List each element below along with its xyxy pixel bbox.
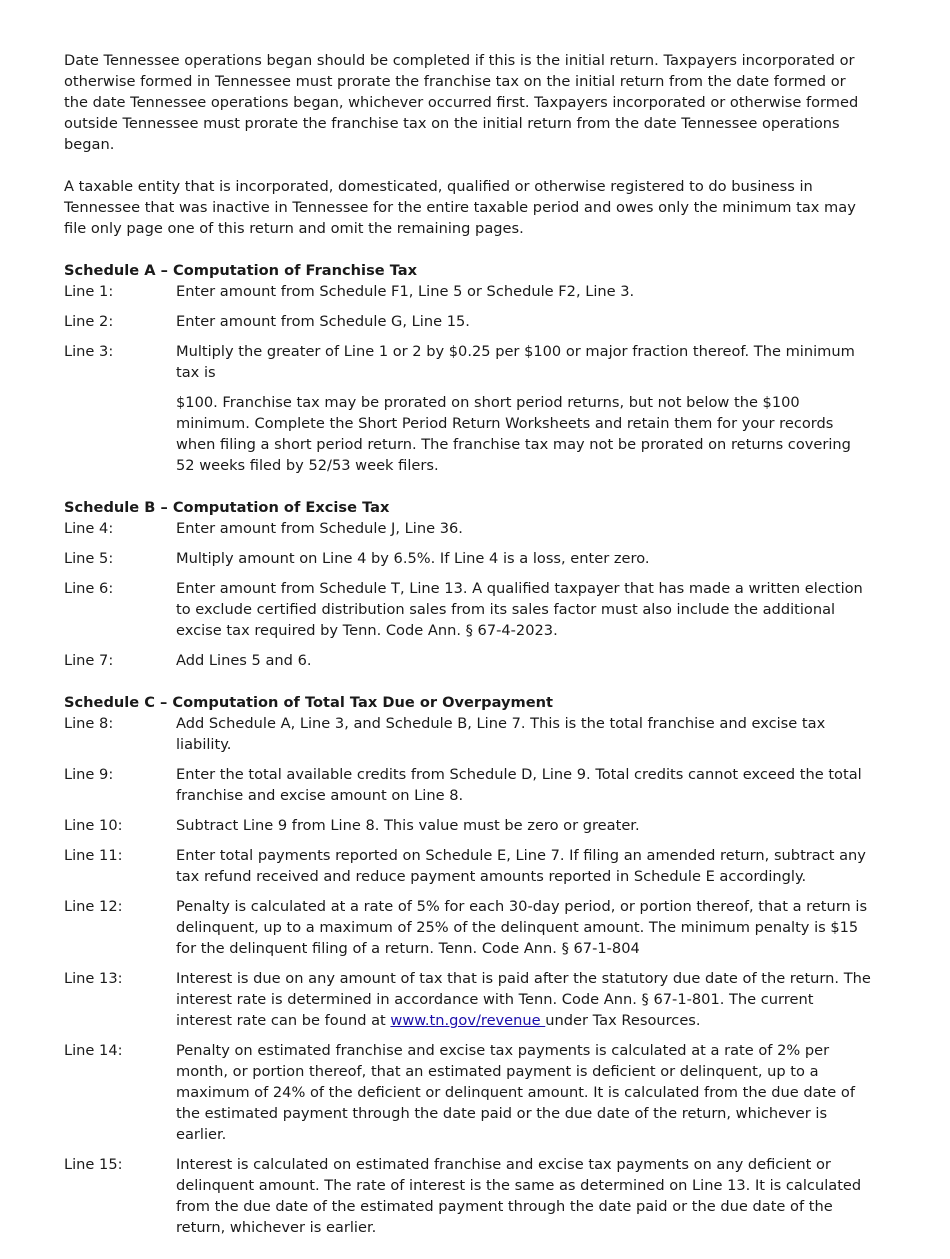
- line-text: Enter amount from Schedule F1, Line 5 or Schedule F2, Line 3.: [176, 283, 635, 300]
- schedule-b: [64, 497, 874, 671]
- line-6: [64, 578, 874, 641]
- line-label: Line 12:: [64, 898, 123, 915]
- line-text-after-link: under Tax Resources.: [545, 1012, 701, 1029]
- line-text: Enter amount from Schedule G, Line 15.: [176, 313, 470, 330]
- line-label: Line 11:: [64, 847, 123, 864]
- line-text: Enter the total available credits from Schedule D, Line 9. Total credits cannot exceed the total franchise and excise amount on Line 8.: [176, 766, 862, 804]
- line-15: [64, 1154, 874, 1238]
- line-label: Line 14:: [64, 1042, 123, 1059]
- line-label: Line 8:: [64, 715, 114, 732]
- line-10: [64, 815, 874, 836]
- line-1: [64, 281, 874, 302]
- line-label: Line 6:: [64, 580, 114, 597]
- line-label: Line 9:: [64, 766, 114, 783]
- line-14: [64, 1040, 874, 1145]
- line-label: Line 4:: [64, 520, 114, 537]
- line-text: Enter amount from Schedule J, Line 36.: [176, 520, 463, 537]
- line-5: [64, 548, 874, 569]
- line-text: Penalty on estimated franchise and excise tax payments is calculated at a rate of 2% per month, or portion thereof, that an estimated payment is deficient or delinquent, up to a maximum of 24% of the deficient or delinquent amount. It is calculated from the due date of the estimated payment through the date paid or the due date of the return, whichever is earlier.: [176, 1042, 855, 1143]
- line-12: [64, 896, 874, 959]
- line-text: Interest is due on any amount of tax that is paid after the statutory due date of the return. The interest rate is determined in accordance with Tenn. Code Ann. § 67-1-801. The current interest rate can be found at: [176, 970, 871, 1029]
- instructions-page: [64, 50, 874, 1259]
- line-text: Multiply amount on Line 4 by 6.5%. If Line 4 is a loss, enter zero.: [176, 550, 650, 567]
- line-9: [64, 764, 874, 806]
- line-13: [64, 968, 874, 1031]
- line-7: [64, 650, 874, 671]
- line-text-continued: $100. Franchise tax may be prorated on short period returns, but not below the $100 minimum. Complete the Short Period Return Worksheets and retain them for your records when filing a short period return. The franchise tax may not be prorated on returns covering 52 weeks filed by 52/53 week filers.: [176, 394, 851, 474]
- line-text: Enter total payments reported on Schedule E, Line 7. If filing an amended return, subtract any tax refund received and reduce payment amounts reported in Schedule E accordingly.: [176, 847, 866, 885]
- line-text: Subtract Line 9 from Line 8. This value must be zero or greater.: [176, 817, 640, 834]
- line-text: Interest is calculated on estimated franchise and excise tax payments on any deficient or delinquent amount. The rate of interest is the same as determined on Line 13. It is calculated from the due date of the estimated payment through the date paid or the due date of the return, whichever is earlier.: [176, 1156, 862, 1236]
- line-text: Multiply the greater of Line 1 or 2 by $0.25 per $100 or major fraction thereof. The minimum tax is: [176, 343, 855, 381]
- intro-paragraph-1: Date Tennessee operations began should be completed if this is the initial return. Taxpayers incorporated or otherwise formed in Tennessee must prorate the franchise tax on the initial return from the date formed or the date Tennessee operations began, whichever occurred first. Taxpayers incorporated or otherwise formed outside Tennessee must prorate the franchise tax on the initial return from the date Tennessee operations began.: [64, 52, 859, 153]
- line-text-group: [176, 341, 874, 476]
- line-3: [64, 341, 874, 476]
- line-label: Line 13:: [64, 970, 123, 987]
- line-text: Penalty is calculated at a rate of 5% for each 30-day period, or portion thereof, that a return is delinquent, up to a maximum of 25% of the delinquent amount. The minimum penalty is $15 for the delinquent filing of a return. Tenn. Code Ann. § 67-1-804: [176, 898, 868, 957]
- schedule-a-title: Schedule A – Computation of Franchise Tax: [64, 262, 418, 279]
- revenue-website-link[interactable]: www.tn.gov/revenue: [390, 1012, 546, 1029]
- line-8: [64, 713, 874, 755]
- line-text: Enter amount from Schedule T, Line 13. A qualified taxpayer that has made a written election to exclude certified distribution sales from its sales factor must also include the additional excise tax required by Tenn. Code Ann. § 67-4-2023.: [176, 580, 863, 639]
- line-11: [64, 845, 874, 887]
- line-text: Add Schedule A, Line 3, and Schedule B, Line 7. This is the total franchise and excise tax liability.: [176, 715, 826, 753]
- line-2: [64, 311, 874, 332]
- line-label: Line 7:: [64, 652, 114, 669]
- line-4: [64, 518, 874, 539]
- schedule-a: [64, 260, 874, 476]
- line-label: Line 10:: [64, 817, 123, 834]
- line-text-group: [176, 968, 874, 1031]
- line-label: Line 15:: [64, 1156, 123, 1173]
- line-label: Line 2:: [64, 313, 114, 330]
- line-label: Line 1:: [64, 283, 114, 300]
- line-label: Line 3:: [64, 343, 114, 360]
- line-label: Line 5:: [64, 550, 114, 567]
- schedule-b-title: Schedule B – Computation of Excise Tax: [64, 499, 390, 516]
- line-text: Add Lines 5 and 6.: [176, 652, 312, 669]
- intro-paragraph-2: A taxable entity that is incorporated, domesticated, qualified or otherwise registered to do business in Tennessee that was inactive in Tennessee for the entire taxable period and owes only the minimum tax may file only page one of this return and omit the remaining pages.: [64, 178, 856, 237]
- schedule-c-title: Schedule C – Computation of Total Tax Due or Overpayment: [64, 694, 553, 711]
- schedule-c: [64, 692, 874, 1238]
